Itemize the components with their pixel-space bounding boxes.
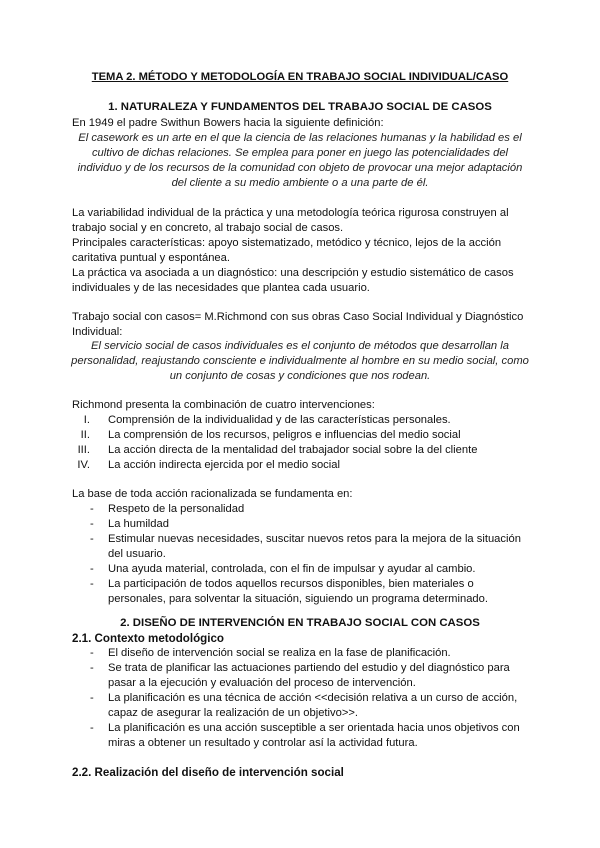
base-intro: La base de toda acción racionalizada se fundamenta en:	[72, 488, 353, 500]
list-item-text: La acción directa de la mentalidad del trabajador social sobre la del cliente	[108, 444, 478, 456]
dash-bullet: -	[90, 647, 94, 659]
list-item-text: La humildad	[108, 518, 169, 530]
quote-line: del cliente a su medio ambiente o a una parte de él.	[171, 177, 429, 189]
list-item-text: miras a obtener un resultado y controlar así la actividad futura.	[108, 737, 418, 749]
subsection-2-1-heading: 2.1. Contexto metodológico	[72, 632, 225, 645]
dash-bullet: -	[90, 722, 94, 734]
document-title: TEMA 2. MÉTODO Y METODOLOGÍA EN TRABAJO SOCIAL INDIVIDUAL/CASO	[91, 71, 509, 83]
quote-line: un conjunto de cosas y condiciones que nos rodean.	[169, 370, 431, 382]
paragraph-line: caritativa puntual y espontánea.	[72, 252, 230, 264]
section-1-heading: 1. NATURALEZA Y FUNDAMENTOS DEL TRABAJO SOCIAL DE CASOS	[108, 101, 492, 113]
quote-line: El servicio social de casos individuales es el conjunto de métodos que desarrollan la	[91, 340, 509, 352]
list-item-text: La comprensión de los recursos, peligros e influencias del medio social	[108, 429, 461, 441]
paragraph-line: individuales y de las necesidades que plantea cada usuario.	[72, 282, 370, 294]
list-item-text: pasar a la ejecución y evaluación del proceso de intervención.	[108, 677, 416, 689]
dash-bullet: -	[90, 503, 94, 515]
subsection-2-2-heading: 2.2. Realización del diseño de intervención social	[72, 766, 344, 779]
list-item-text: capaz de asegurar la realización de un objetivo>>.	[108, 707, 359, 719]
paragraph-line: Principales características: apoyo sistematizado, metódico y técnico, lejos de la acción	[72, 237, 502, 249]
roman-numeral: II.	[80, 429, 90, 441]
roman-numeral: III.	[77, 444, 90, 456]
quote-line: personalidad, reajustando consciente e individualmente al hombre en su medio social, como	[71, 355, 529, 367]
list-item-text: La participación de todos aquellos recursos disponibles, bien materiales o	[108, 578, 474, 590]
dash-bullet: -	[90, 533, 94, 545]
dash-bullet: -	[90, 578, 94, 590]
paragraph-line: Individual:	[72, 326, 123, 338]
roman-numeral: IV.	[77, 459, 90, 471]
list-item-text: El diseño de intervención social se realiza en la fase de planificación.	[108, 647, 451, 659]
list-item-text: La acción indirecta ejercida por el medio social	[108, 459, 340, 471]
list-item-text: Comprensión de la individualidad y de las características personales.	[108, 414, 451, 426]
list-item-text: La planificación es una acción susceptible a ser orientada hacia unos objetivos con	[108, 722, 520, 734]
list-item-text: Respeto de la personalidad	[108, 503, 245, 515]
quote-line: El casework es un arte en el que la ciencia de las relaciones humanas y la habilidad es el	[78, 132, 522, 144]
dash-bullet: -	[90, 692, 94, 704]
list-item-text: Estimular nuevas necesidades, suscitar nuevos retos para la mejora de la situación	[108, 533, 521, 545]
dash-bullet: -	[90, 662, 94, 674]
paragraph-line: La variabilidad individual de la práctica y una metodología teórica rigurosa construyen al	[72, 207, 509, 219]
quote-line: individuo y de los recursos de la comunidad con objeto de provocar una mejor adaptación	[77, 162, 523, 174]
list-item-text: personales, para solventar la situación, siguiendo un programa determinado.	[108, 593, 488, 605]
interventions-intro: Richmond presenta la combinación de cuatro intervenciones:	[72, 399, 375, 411]
list-item-text: Se trata de planificar las actuaciones partiendo del estudio y del diagnóstico para	[108, 662, 510, 674]
paragraph-line: Trabajo social con casos= M.Richmond con sus obras Caso Social Individual y Diagnóstico	[72, 311, 524, 323]
paragraph-line: La práctica va asociada a un diagnóstico: una descripción y estudio sistemático de casos	[72, 267, 514, 279]
list-item-text: Una ayuda material, controlada, con el fin de impulsar y ayudar al cambio.	[108, 563, 476, 575]
list-item-text: del usuario.	[108, 548, 166, 560]
dash-bullet: -	[90, 563, 94, 575]
list-item-text: La planificación es una técnica de acción <<decisión relativa a un curso de acción,	[108, 692, 518, 704]
quote-line: cultivo de dichas relaciones. Se emplea para poner en juego las potencialidades del	[91, 147, 509, 159]
section-2-heading: 2. DISEÑO DE INTERVENCIÓN EN TRABAJO SOCIAL CON CASOS	[120, 617, 480, 629]
dash-bullet: -	[90, 518, 94, 530]
intro-text: En 1949 el padre Swithun Bowers hacia la siguiente definición:	[72, 117, 384, 129]
roman-numeral: I.	[83, 414, 90, 426]
paragraph-line: trabajo social y en concreto, al trabajo social de casos.	[72, 222, 344, 234]
